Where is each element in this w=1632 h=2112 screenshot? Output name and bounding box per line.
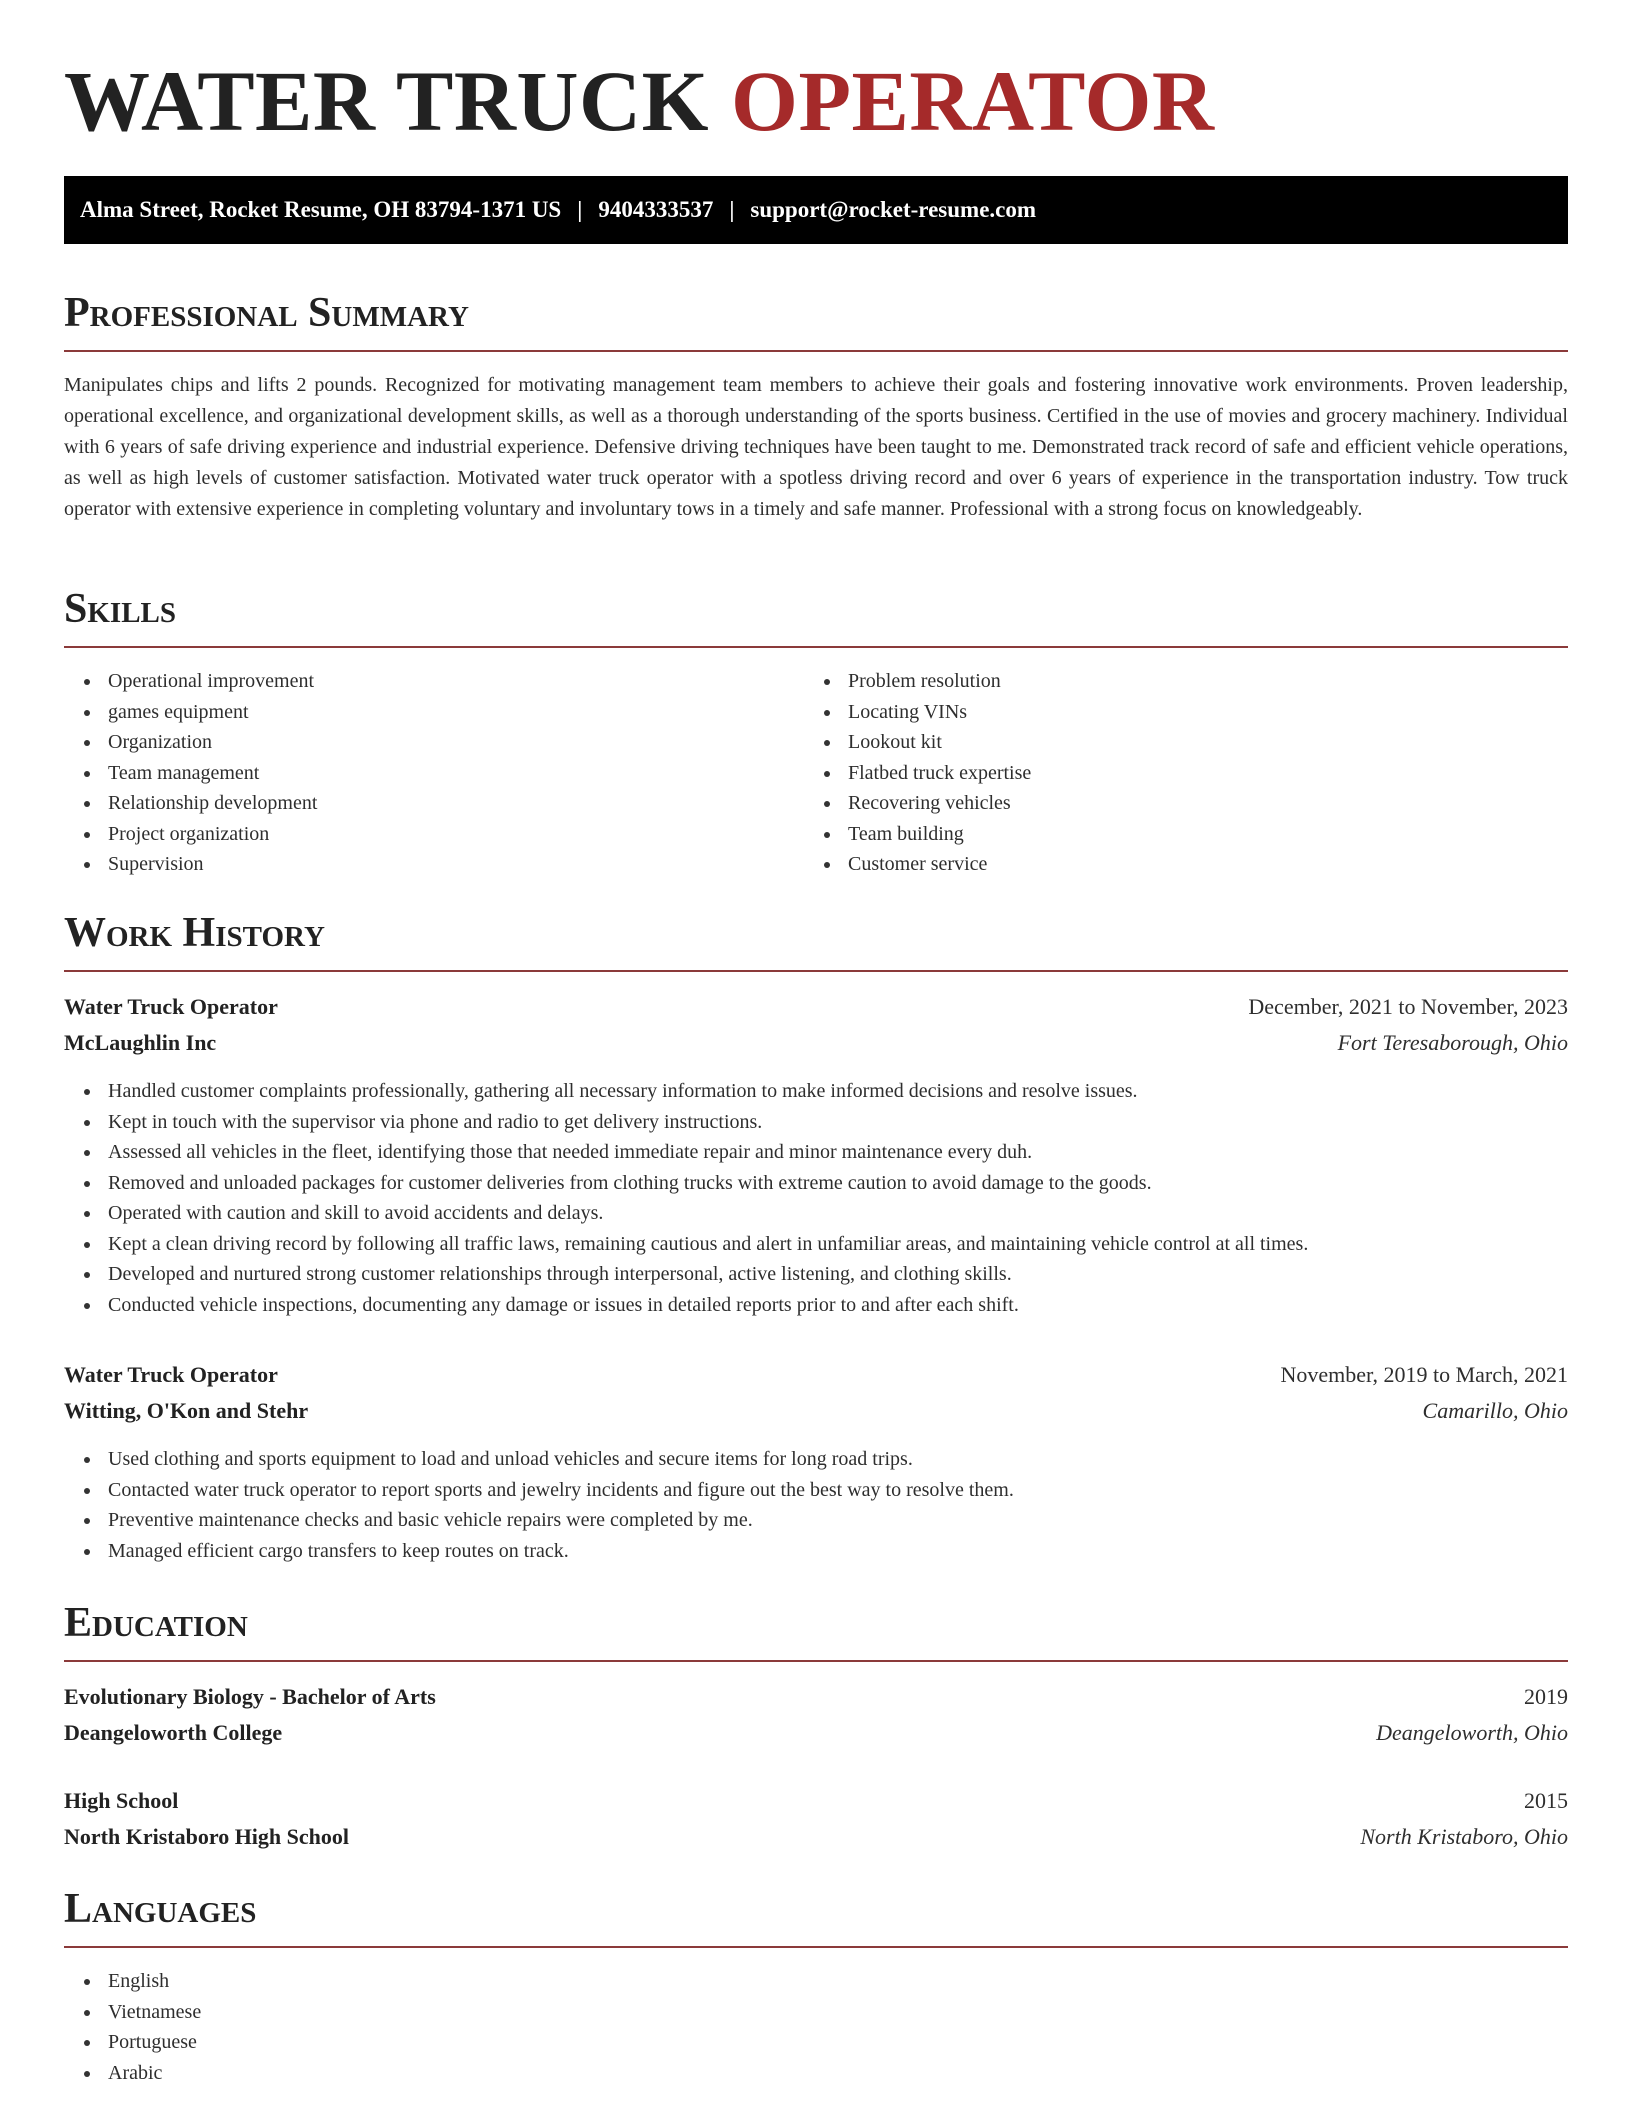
job-dates: December, 2021 to November, 2023 bbox=[1248, 994, 1568, 1019]
job-title: Water Truck Operator bbox=[64, 1362, 278, 1387]
job-header bbox=[64, 1360, 1568, 1390]
contact-separator: | bbox=[729, 197, 735, 222]
job-duty: Preventive maintenance checks and basic vehicle repairs were completed by me. bbox=[64, 1505, 1568, 1536]
section-divider bbox=[64, 1946, 1568, 1948]
job-title: Water Truck Operator bbox=[64, 994, 278, 1019]
job-company-row bbox=[64, 1028, 1568, 1058]
skill-item: Lookout kit bbox=[804, 727, 1031, 758]
skill-item: Problem resolution bbox=[804, 666, 1031, 697]
language-item: Vietnamese bbox=[64, 1997, 201, 2028]
contact-separator: | bbox=[577, 197, 583, 222]
section-heading-education: Education bbox=[64, 1600, 248, 1646]
job-location: Fort Teresaborough, Ohio bbox=[1337, 1030, 1568, 1055]
contact-email: support@rocket-resume.com bbox=[750, 197, 1037, 222]
languages-list bbox=[64, 1966, 201, 2088]
section-heading-languages: Languages bbox=[64, 1886, 257, 1932]
contact-address: Alma Street, Rocket Resume, OH 83794-1371 US bbox=[80, 197, 562, 222]
title-part2: OPERATOR bbox=[731, 53, 1215, 149]
job-duties-list bbox=[64, 1444, 1568, 1566]
education-degree: Evolutionary Biology - Bachelor of Arts bbox=[64, 1684, 436, 1709]
skill-item: Team building bbox=[804, 819, 1031, 850]
skill-item: Relationship development bbox=[64, 788, 317, 819]
education-school-row bbox=[64, 1718, 1568, 1748]
job-duty: Assessed all vehicles in the fleet, identifying those that needed immediate repair and minor maintenance every duh. bbox=[64, 1137, 1568, 1168]
section-heading-summary: Professional Summary bbox=[64, 290, 469, 336]
contact-bar bbox=[64, 176, 1568, 244]
summary-text: Manipulates chips and lifts 2 pounds. Recognized for motivating management team members to achieve their goals and fostering innovative work environments. Proven leadership, operational excellence, and organizational development skills, as well as a thorough understanding of the sports business. Certified in the use of movies and grocery machinery. Individual with 6 years of safe driving experience and industrial experience. Defensive driving techniques have been taught to me. Demonstrated track record of safe and efficient vehicle operations, as well as high levels of customer satisfaction. Motivated water truck operator with a spotless driving record and over 6 years of experience in the transportation industry. Tow truck operator with extensive experience in completing voluntary and involuntary tows in a timely and safe manner. Professional with a strong focus on knowledgeably. bbox=[64, 374, 1568, 520]
section-heading-work: Work History bbox=[64, 910, 325, 956]
language-item: Portuguese bbox=[64, 2027, 201, 2058]
education-school-row bbox=[64, 1822, 1568, 1852]
skill-item: Organization bbox=[64, 727, 317, 758]
section-divider bbox=[64, 1660, 1568, 1662]
education-school: Deangeloworth College bbox=[64, 1720, 283, 1745]
education-header bbox=[64, 1786, 1568, 1816]
skills-list-right bbox=[804, 666, 1031, 880]
job-duty: Contacted water truck operator to report sports and jewelry incidents and figure out the best way to resolve them. bbox=[64, 1475, 1568, 1506]
education-location: Deangeloworth, Ohio bbox=[1376, 1720, 1568, 1745]
job-company: McLaughlin Inc bbox=[64, 1030, 217, 1055]
skill-item: Operational improvement bbox=[64, 666, 317, 697]
skill-item: Recovering vehicles bbox=[804, 788, 1031, 819]
title-part1: WATER TRUCK bbox=[64, 53, 710, 149]
education-year: 2019 bbox=[1524, 1684, 1568, 1709]
job-duty: Kept in touch with the supervisor via phone and radio to get delivery instructions. bbox=[64, 1107, 1568, 1138]
section-heading-skills: Skills bbox=[64, 586, 177, 632]
skill-item: Customer service bbox=[804, 849, 1031, 880]
education-header bbox=[64, 1682, 1568, 1712]
skill-item: Team management bbox=[64, 758, 317, 789]
job-duty: Operated with caution and skill to avoid accidents and delays. bbox=[64, 1198, 1568, 1229]
job-duty: Kept a clean driving record by following all traffic laws, remaining cautious and alert in unfamiliar areas, and maintaining vehicle control at all times. bbox=[64, 1229, 1568, 1260]
job-location: Camarillo, Ohio bbox=[1422, 1398, 1568, 1423]
education-year: 2015 bbox=[1524, 1788, 1568, 1813]
language-item: Arabic bbox=[64, 2058, 201, 2089]
job-duty: Developed and nurtured strong customer relationships through interpersonal, active listening, and clothing skills. bbox=[64, 1259, 1568, 1290]
job-duty: Used clothing and sports equipment to load and unload vehicles and secure items for long road trips. bbox=[64, 1444, 1568, 1475]
job-duty: Handled customer complaints professionally, gathering all necessary information to make informed decisions and resolve issues. bbox=[64, 1076, 1568, 1107]
skill-item: Flatbed truck expertise bbox=[804, 758, 1031, 789]
language-item: English bbox=[64, 1966, 201, 1997]
skill-item: Supervision bbox=[64, 849, 317, 880]
education-degree: High School bbox=[64, 1788, 179, 1813]
job-duties-list bbox=[64, 1076, 1568, 1320]
section-divider bbox=[64, 350, 1568, 352]
job-dates: November, 2019 to March, 2021 bbox=[1280, 1362, 1568, 1387]
job-duty: Conducted vehicle inspections, documenting any damage or issues in detailed reports prior to and after each shift. bbox=[64, 1290, 1568, 1321]
job-company-row bbox=[64, 1396, 1568, 1426]
contact-phone: 9404333537 bbox=[598, 197, 714, 222]
job-header bbox=[64, 992, 1568, 1022]
resume-title bbox=[64, 53, 1215, 149]
job-duty: Managed efficient cargo transfers to keep routes on track. bbox=[64, 1536, 1568, 1567]
job-duty: Removed and unloaded packages for customer deliveries from clothing trucks with extreme caution to avoid damage to the goods. bbox=[64, 1168, 1568, 1199]
skills-list-left bbox=[64, 666, 317, 880]
skill-item: Project organization bbox=[64, 819, 317, 850]
section-divider bbox=[64, 970, 1568, 972]
job-company: Witting, O'Kon and Stehr bbox=[64, 1398, 309, 1423]
education-school: North Kristaboro High School bbox=[64, 1824, 350, 1849]
skill-item: games equipment bbox=[64, 697, 317, 728]
skill-item: Locating VINs bbox=[804, 697, 1031, 728]
education-location: North Kristaboro, Ohio bbox=[1360, 1824, 1568, 1849]
section-divider bbox=[64, 646, 1568, 648]
